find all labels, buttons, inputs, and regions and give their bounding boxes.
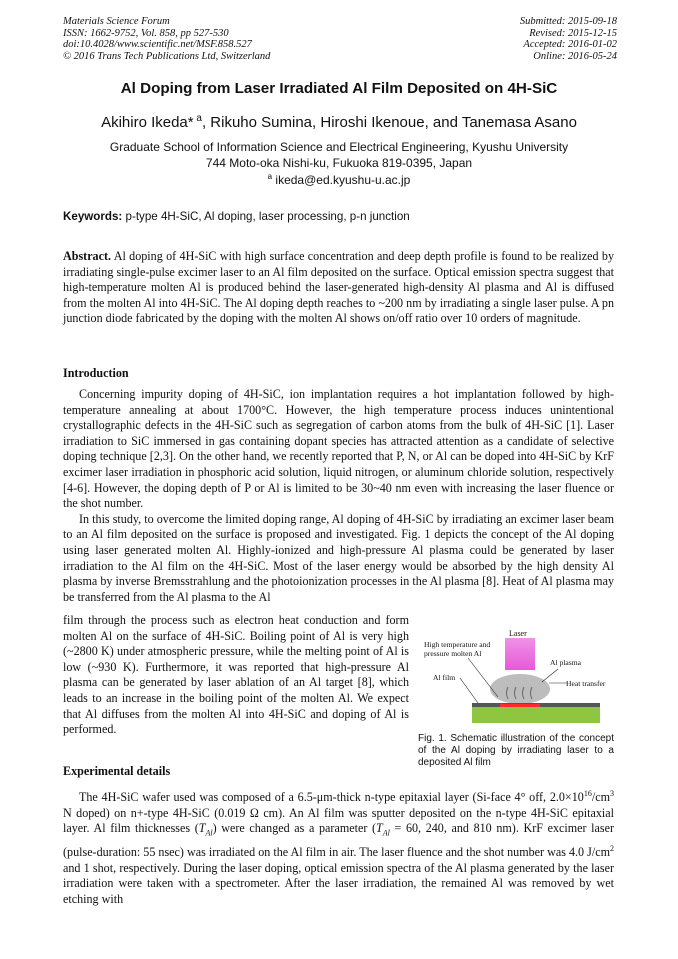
affiliation xyxy=(0,139,678,171)
email-address[interactable]: ikeda@ed.kyushu-u.ac.jp xyxy=(275,173,411,187)
contact-email xyxy=(0,172,678,187)
other-authors: , Rikuho Sumina, Hiroshi Ikenoue, and Tanemasa Asano xyxy=(201,114,577,131)
paper-title: Al Doping from Laser Irradiated Al Film Deposited on 4H-SiC xyxy=(120,80,558,97)
molten-al-label-2: pressure molten Al xyxy=(424,649,482,658)
introduction-heading: Introduction xyxy=(63,366,129,380)
intro-paragraph-2: In this study, to overcome the limited doping range, Al doping of 4H-SiC by irradiating an excimer laser beam to an Al film deposited on the surface is proposed and investigated. Fig. 1 depicts the concept of the Al doping using laser generated molten Al. Highly-ionized and high-pressure Al plasma could be generated by laser irradiation to the Al film on the 4H-SiC. Most of the laser energy would be absorbed by the high density Al plasma by inverse Bremsstrahlung and the photoionization processes in the Al plasma [8]. Heat of Al plasma may be transferred from the Al plasma to the Al xyxy=(63,511,614,604)
affiliation-line-1: Graduate School of Information Science and Electrical Engineering, Kyushu University xyxy=(109,140,569,154)
introduction-body xyxy=(63,387,614,605)
publication-dates xyxy=(520,16,617,62)
journal-doi: doi:10.4028/www.scientific.net/MSF.858.527 xyxy=(63,39,252,51)
keywords xyxy=(63,210,410,223)
figure-1-caption: Fig. 1. Schematic illustration of the concept of the Al doping by irradiating laser to a deposited Al film xyxy=(418,733,614,769)
abstract-label: Abstract. xyxy=(63,249,112,263)
abstract xyxy=(63,249,614,327)
author-list xyxy=(0,113,678,131)
figure-1-schematic xyxy=(420,625,614,737)
date-revised: Revised: 2015-12-15 xyxy=(529,27,617,39)
journal-copyright: © 2016 Trans Tech Publications Ltd, Switzerland xyxy=(63,50,271,62)
intro-paragraph-1: Concerning impurity doping of 4H-SiC, ion implantation requires a hot implantation followed by high-temperature annealing at about 1700°C. However, the high temperature process induces unintentional crystallographic defects in the 4H-SiC such as segregation of carbon atoms from the bulk of 4H-SiC [1]. Laser irradiation to SiC immersed in gas containing dopant species has attracted attention as a candidate of selective doping technique [2,3]. On the other hand, we recently reported that P, N, or Al can be doped into 4H-SiC by KrF excimer laser irradiation in phosphoric acid solution, liquid nitrogen, or aluminum chloride solution, respectively [4-6]. However, the doping depth of P or Al is limited to be 30~40 nm even with increasing the laser fluence or the shot number. xyxy=(63,387,614,511)
experimental-body xyxy=(63,786,614,908)
date-online: Online: 2016-05-24 xyxy=(533,50,617,62)
email-mark: a xyxy=(267,172,273,181)
keywords-label: Keywords: xyxy=(63,210,123,223)
abstract-text: Al doping of 4H-SiC with high surface concentration and deep depth profile is found to be realized by irradiating single-pulse excimer laser to an Al film deposited on the surface. Optical emission spectra suggest that high-temperature molten Al is produced behind the laser-generated high-density Al plasma and Al is diffused from the molten Al into 4H-SiC. The Al doping depth reaches to ~200 nm by irradiating a single laser pulse. A pn junction diode fabricated by the doping with the molten Al shows on/off ratio over 10 orders of magnitude. xyxy=(63,249,614,326)
experimental-paragraph-1: The 4H-SiC wafer used was composed of a 6.5-μm-thick n-type epitaxial layer (Si-face 4° off, $2.0\times 10^{16}/cm^3$ N doped) on n+-type 4H-SiC (0.019 Ω cm). An Al film was sputter deposited on the n-type 4H-SiC epitaxial layer. Al film thicknesses $(T_{Al})$ were changed as a parameter ($T_{Al} = 60$, 240, and 810 nm). KrF excimer laser (pulse-duration: 55 nsec) was irradiated on the Al film in air. The laser fluence and the shot number was 4.0 $J/cm^2$ and 1 shot, respectively. During the laser doping, optical emission spectra of the Al plasma generated by the laser irradiation were taken with a spectrometer. After the laser irradiation, the remained Al was removed by wet etching with xyxy=(63,789,615,907)
affiliation-line-2: 744 Moto-oka Nishi-ku, Fukuoka 819-0395, Japan xyxy=(205,156,473,170)
intro-paragraph-2-cont: film through the process such as electron heat conduction and form molten Al on the surface of 4H-SiC. Boiling point of Al is very high (~2800 K) under atmospheric pressure, while the melting point of Al is low (~930 K). Furthermore, it was reported that high-pressure Al plasma can be generated by laser ablation of an Al target [8], which leads to an increase in the boiling point of the molten Al. We expect that Al diffuses from the molten Al into 4H-SiC and doping of Al is performed. xyxy=(63,613,409,737)
experimental-heading: Experimental details xyxy=(63,764,171,778)
keywords-text: p-type 4H-SiC, Al doping, laser processing, p-n junction xyxy=(125,210,410,223)
journal-issn: ISSN: 1662-9752, Vol. 858, pp 527-530 xyxy=(63,27,229,39)
first-author: Akihiro Ikeda* xyxy=(101,114,194,131)
date-submitted: Submitted: 2015-09-18 xyxy=(519,16,617,27)
author-affil-mark: a xyxy=(193,113,202,124)
molten-al xyxy=(500,704,540,707)
sic-substrate xyxy=(472,707,600,723)
molten-al-label-1: High temperature and xyxy=(424,640,491,649)
intro-paragraph-wrap xyxy=(63,613,409,738)
laser-label: Laser xyxy=(509,629,527,638)
journal-info xyxy=(63,16,270,62)
heat-label: Heat transfer xyxy=(566,679,606,688)
al-plasma xyxy=(490,674,550,704)
journal-name: Materials Science Forum xyxy=(63,16,170,27)
date-accepted: Accepted: 2016-01-02 xyxy=(523,39,617,51)
film-label: Al film xyxy=(433,673,456,682)
plasma-label: Al plasma xyxy=(550,658,582,667)
